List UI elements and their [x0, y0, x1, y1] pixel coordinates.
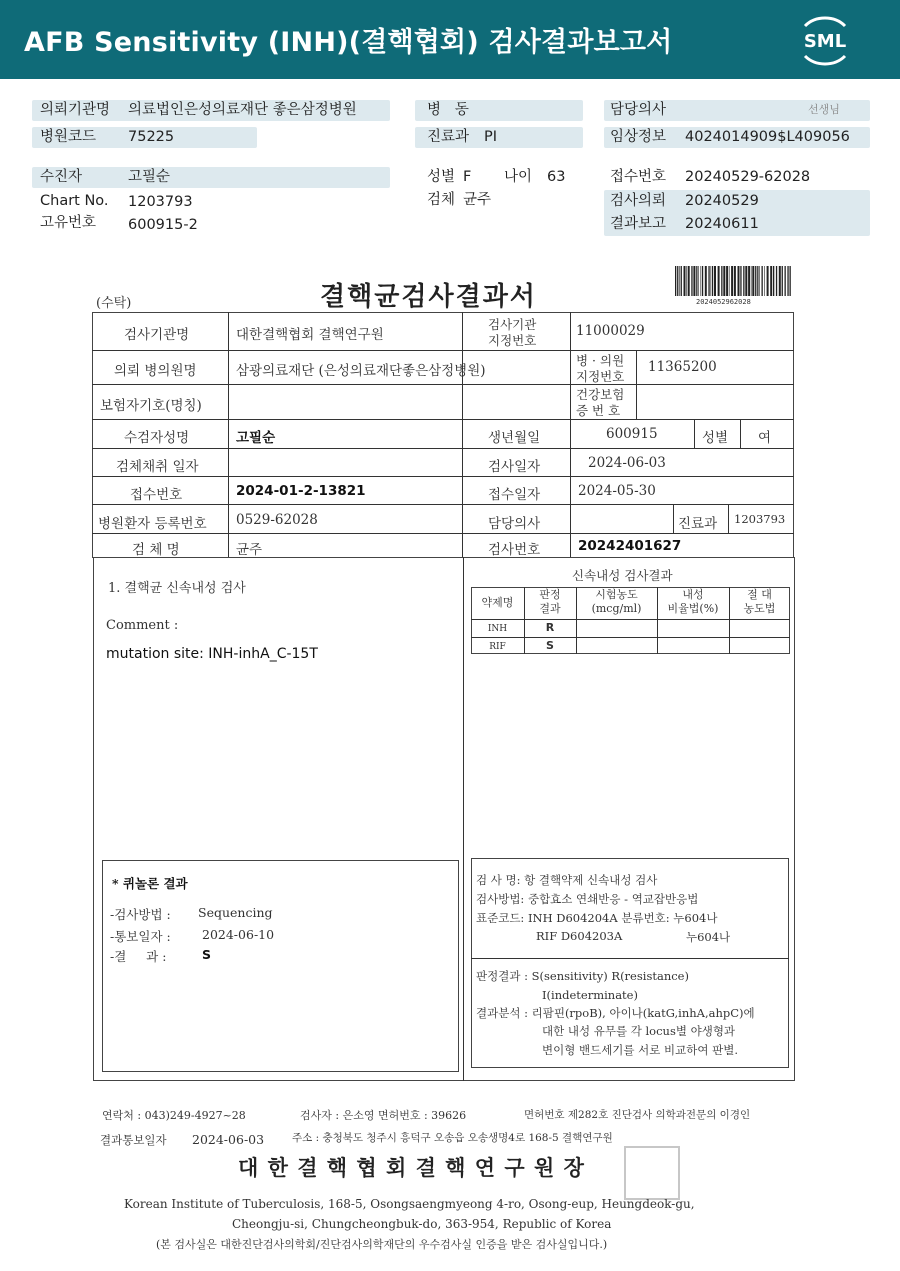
- request-label: 검사의뢰: [610, 193, 667, 209]
- comment-label: Comment :: [106, 618, 179, 633]
- test-no-value: 20242401627: [578, 538, 682, 554]
- ward-label: 병 동: [427, 102, 469, 118]
- test-name: 검 사 명: 항 결핵약제 신속내성 검사: [476, 873, 658, 887]
- patient-row: [32, 167, 390, 188]
- tester: 검사자 : 은소영 면허번호 : 39626: [300, 1109, 467, 1122]
- sex-label: 성별: [427, 169, 456, 185]
- judge-line-1: 판정결과 : S(sensitivity) R(resistance): [476, 969, 689, 983]
- dept-label: 진료과: [427, 129, 470, 145]
- lab-code-value: 11000029: [576, 323, 645, 339]
- lab-value: 대한결핵협회 결핵연구원: [236, 327, 384, 343]
- address: 주소 : 충청북도 청주시 흥덕구 오송읍 오송생명4로 168-5 결핵연구원: [292, 1132, 613, 1144]
- chart-value: 1203793: [128, 194, 193, 210]
- request-value: 20240529: [685, 193, 759, 209]
- req-hospital-value: 삼광의료재단 (은성의료재단좋은삼정병원): [236, 363, 486, 379]
- table-row: RIF: [489, 642, 506, 652]
- col-drug: 약제명: [481, 596, 514, 609]
- spec-label: 검 체 명: [132, 542, 180, 558]
- rec-no-label: 접수번호: [130, 487, 183, 503]
- referring-label: 의뢰기관명: [40, 102, 111, 118]
- lab-code-label-1: 검사기관: [488, 317, 537, 332]
- specimen-label: 검체: [427, 192, 456, 208]
- doctor-label: 담당의사: [610, 102, 667, 118]
- reg-value: 0529-62028: [236, 512, 318, 528]
- lab-code-label-2: 지정번호: [488, 333, 537, 348]
- doctor-suffix: 선생님: [808, 103, 840, 116]
- test-date-value: 2024-06-03: [588, 455, 666, 471]
- license: 면허번호 제282호 진단검사 의학과전문의 이경인: [524, 1109, 751, 1121]
- hospital-code-label: 병원코드: [40, 129, 97, 145]
- analysis-3: 변이형 밴드세기를 서로 비교하여 판별.: [542, 1043, 739, 1057]
- report-title: AFB Sensitivity (INH)(결핵협회) 검사결과보고서: [24, 27, 673, 58]
- collect-label: 검체채취 일자: [116, 459, 199, 475]
- col-judge-2: 결과: [539, 602, 561, 615]
- test-method: 검사방법: 중합효소 연쇄반응 - 역교잡반응법: [476, 892, 699, 906]
- age-label: 나이: [504, 169, 533, 185]
- receipt-label: 접수번호: [610, 169, 667, 185]
- spec-value: 균주: [236, 542, 263, 558]
- official-seal: [624, 1146, 680, 1200]
- dept-value: PI: [484, 129, 498, 145]
- name-label: 수검자성명: [124, 430, 190, 446]
- req-hospital-label: 의뢰 병의원명: [114, 363, 197, 379]
- std-code-2b: 누604나: [686, 930, 731, 944]
- contact: 연락처 : 043)249-4927~28: [102, 1109, 246, 1122]
- report-value: 20240611: [685, 216, 759, 232]
- sml-logo: [793, 12, 857, 68]
- std-code-2a: RIF D604203A: [536, 929, 623, 943]
- mutation-site: mutation site: INH-inhA_C-15T: [106, 646, 318, 662]
- age-value: 63: [547, 169, 566, 185]
- unique-value: 600915-2: [128, 217, 198, 233]
- right-heading: 신속내성 검사결과: [572, 568, 673, 583]
- director: 대 한 결 핵 협 회 결 핵 연 구 원 장: [238, 1155, 585, 1180]
- ins-no-label-2: 증 번 호: [576, 403, 621, 418]
- table-row: R: [545, 621, 555, 634]
- lab-label: 검사기관명: [124, 327, 190, 343]
- result-line-value: S: [202, 947, 212, 962]
- rec-no-value: 2024-01-2-13821: [236, 483, 366, 499]
- hospital-code-value: 75225: [128, 129, 175, 145]
- hosp-code-value: 11365200: [648, 359, 717, 375]
- reg-label: 병원환자 등록번호: [98, 516, 207, 532]
- analysis-1: 결과분석 : 리팜핀(rpoB), 아이나(katG,inhA,ahpC)에: [476, 1006, 755, 1020]
- notify-label: 결과통보일자: [100, 1133, 167, 1147]
- col-conc-2: (mcg/ml): [591, 602, 642, 615]
- col-ratio-1: 내성: [682, 588, 704, 601]
- analysis-2: 대한 내성 유무를 각 locus별 야생형과: [542, 1024, 736, 1038]
- barcode-number: 2024052962028: [696, 298, 751, 306]
- form-dept-label: 진료과: [678, 516, 718, 532]
- table-row: S: [546, 639, 554, 652]
- method-line-label: -검사방법 :: [110, 907, 171, 922]
- col-abs-1: 절 대: [747, 588, 772, 601]
- birth-value: 600915: [606, 426, 658, 442]
- form-title: 결핵균검사결과서: [320, 282, 537, 312]
- ins-no-label-1: 건강보험: [576, 387, 625, 402]
- form-sex-value: 여: [758, 430, 772, 446]
- rec-date-value: 2024-05-30: [578, 483, 656, 499]
- birth-label: 생년월일: [488, 430, 541, 446]
- col-ratio-2: 비율법(%): [667, 602, 719, 615]
- notify-date: 2024-06-03: [192, 1132, 265, 1147]
- english-address-2: Cheongju-si, Chungcheongbuk-do, 363-954, Republic of Korea: [232, 1217, 612, 1231]
- clinical-label: 임상정보: [610, 129, 667, 145]
- report-label: 결과보고: [610, 216, 667, 232]
- test-date-label: 검사일자: [488, 459, 541, 475]
- notify-line-value: 2024-06-10: [202, 927, 275, 942]
- table-row: INH: [487, 624, 508, 634]
- sex-value: F: [463, 169, 472, 185]
- notify-line-label: -통보일자 :: [110, 929, 171, 944]
- patient-label: 수진자: [40, 169, 83, 185]
- form-sex-label: 성별: [702, 430, 729, 446]
- logo-text: SML: [803, 31, 847, 52]
- unique-label: 고유번호: [40, 215, 97, 231]
- clinical-value: 4024014909$L409056: [685, 129, 850, 145]
- hosp-code-label-1: 병 · 의원: [576, 353, 625, 368]
- test-no-label: 검사번호: [488, 542, 541, 558]
- doc-label: 담당의사: [488, 516, 541, 532]
- name-value: 고필순: [236, 430, 276, 446]
- col-judge-1: 판정: [539, 588, 561, 601]
- form-corner-label: (수탁): [96, 296, 132, 311]
- english-address-1: Korean Institute of Tuberculosis, 168-5, Osongsaengmyeong 4-ro, Osong-eup, Heungdeok-gu,: [124, 1197, 695, 1211]
- method-line-value: Sequencing: [198, 905, 273, 920]
- quinolone-title: * 퀴놀론 결과: [112, 876, 188, 891]
- left-heading: 1. 결핵균 신속내성 검사: [108, 581, 246, 596]
- certification: (본 검사실은 대한진단검사의학회/진단검사의학재단의 우수검사실 인증을 받은 검사실입니다.): [156, 1238, 608, 1251]
- std-code-1: 표준코드: INH D604204A 분류번호: 누604나: [476, 911, 718, 925]
- chart-label: Chart No.: [40, 193, 109, 209]
- specimen-value: 균주: [463, 192, 492, 208]
- receipt-value: 20240529-62028: [685, 169, 811, 185]
- patient-value: 고필순: [128, 169, 171, 185]
- rec-date-label: 접수일자: [488, 487, 541, 503]
- hosp-code-label-2: 지정번호: [576, 369, 625, 384]
- judge-line-2: I(indeterminate): [542, 988, 638, 1002]
- col-abs-2: 농도법: [743, 602, 776, 615]
- referring-value: 의료법인은성의료재단 좋은삼정병원: [128, 102, 357, 118]
- col-conc-1: 시험농도: [595, 588, 638, 601]
- insurer-label: 보험자기호(명칭): [100, 398, 202, 414]
- barcode: [674, 266, 792, 300]
- result-line-label: -결 과 :: [110, 949, 167, 964]
- form-dept-value: 1203793: [734, 512, 786, 526]
